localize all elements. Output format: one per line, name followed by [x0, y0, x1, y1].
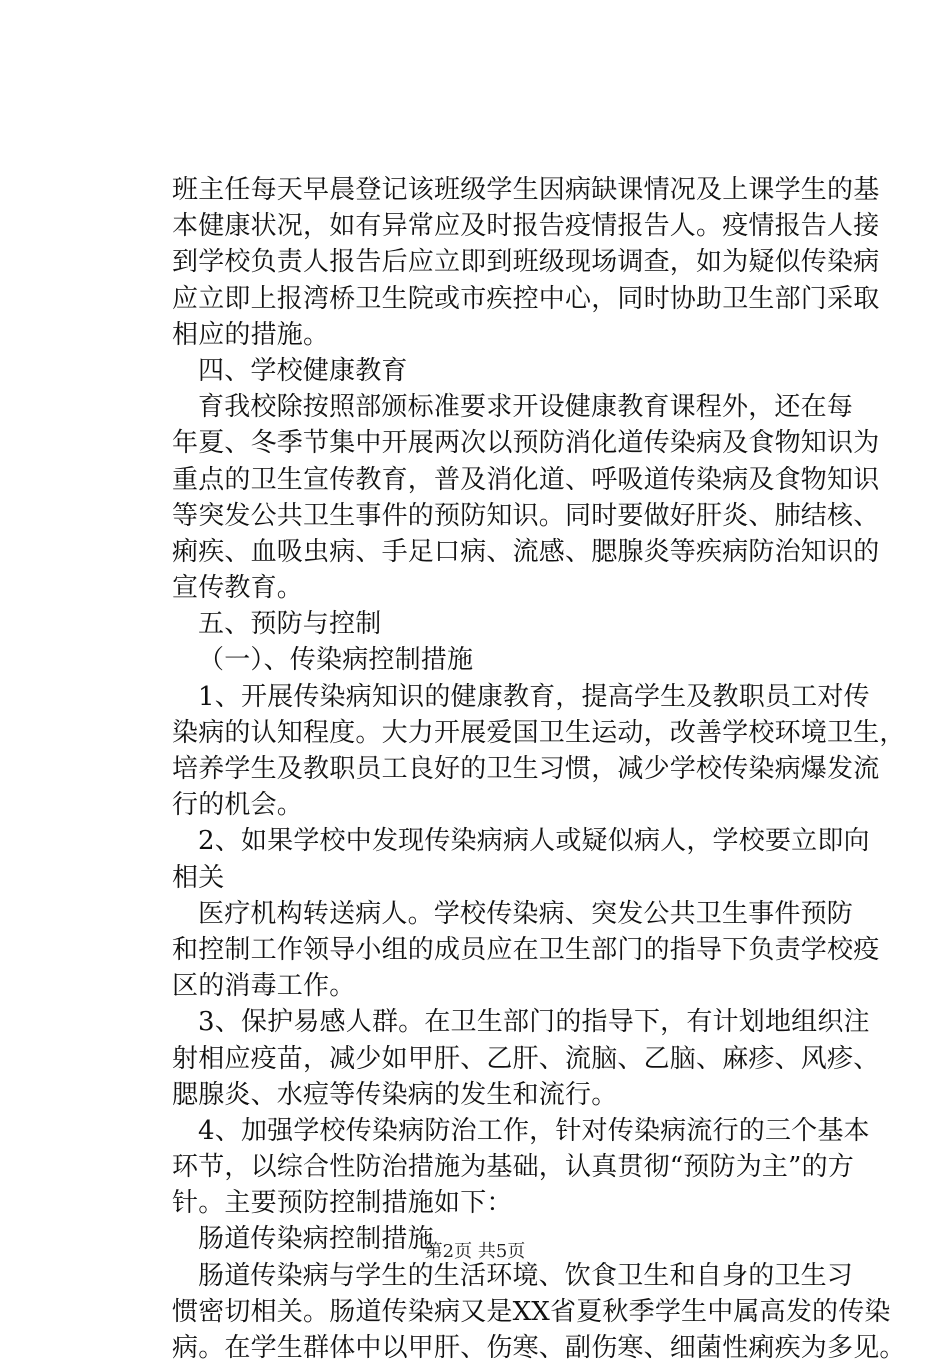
text-line: 本健康状况，如有异常应及时报告疫情报告人。疫情报告人接: [172, 211, 880, 242]
text-line: 4、加强学校传染病防治工作，针对传染病流行的三个基本: [198, 1115, 870, 1146]
text-line: 区的消毒工作。: [172, 971, 356, 1002]
text-line: 和控制工作领导小组的成员应在卫生部门的指导下负责学校疫: [172, 934, 880, 965]
text-line: 行的机会。: [172, 790, 304, 821]
text-line: 腮腺炎、水痘等传染病的发生和流行。: [172, 1079, 618, 1110]
text-line: 五、预防与控制: [198, 609, 382, 640]
text-line: 染病的认知程度。大力开展爱国卫生运动，改善学校环境卫生，: [172, 717, 906, 748]
text-line: 等突发公共卫生事件的预防知识。同时要做好肝炎、肺结核、: [172, 500, 880, 531]
text-line: 射相应疫苗，减少如甲肝、乙肝、流脑、乙脑、麻疹、风疹、: [172, 1043, 880, 1074]
text-line: 相应的措施。: [172, 319, 330, 350]
text-line: （一）、传染病控制措施: [198, 645, 474, 676]
text-line: 病。在学生群体中以甲肝、伤寒、副伤寒、细菌性痢疾为多见。: [172, 1333, 906, 1363]
text-line: 育我校除按照部颁标准要求开设健康教育课程外，还在每: [198, 392, 854, 423]
text-line: 应立即上报湾桥卫生院或市疾控中心，同时协助卫生部门采取: [172, 283, 880, 314]
text-line: 惯密切相关。肠道传染病又是XX省夏秋季学生中属高发的传染: [172, 1296, 891, 1327]
text-line: 班主任每天早晨登记该班级学生因病缺课情况及上课学生的基: [172, 175, 880, 205]
text-line: 相关: [172, 862, 225, 893]
text-line: 肠道传染病控制措施: [198, 1224, 434, 1255]
text-line: 年夏、冬季节集中开展两次以预防消化道传染病及食物知识为: [172, 428, 880, 459]
text-line: 2、如果学校中发现传染病病人或疑似病人，学校要立即向: [198, 826, 870, 857]
text-line: 针。主要预防控制措施如下：: [172, 1188, 513, 1219]
text-line: 3、保护易感人群。在卫生部门的指导下，有计划地组织注: [198, 1007, 870, 1038]
document-body: [172, 172, 906, 1366]
text-line: 四、学校健康教育: [198, 355, 408, 386]
text-line: 肠道传染病与学生的生活环境、饮食卫生和自身的卫生习: [198, 1260, 854, 1291]
text-line: 医疗机构转送病人。学校传染病、突发公共卫生事件预防: [198, 898, 854, 929]
text-line: 痢疾、血吸虫病、手足口病、流感、腮腺炎等疾病防治知识的: [172, 536, 880, 567]
text-line: 1、开展传染病知识的健康教育，提高学生及教职员工对传: [198, 681, 870, 712]
text-line: 重点的卫生宣传教育，普及消化道、呼吸道传染病及食物知识: [172, 464, 880, 495]
text-line: 培养学生及教职员工良好的卫生习惯，减少学校传染病爆发流: [172, 754, 880, 784]
text-line: 宣传教育。: [172, 573, 304, 604]
page-footer: 第2页 共5页: [424, 1241, 526, 1262]
text-line: 环节，以综合性防治措施为基础，认真贯彻“预防为主”的方: [172, 1152, 854, 1183]
text-line: 到学校负责人报告后应立即到班级现场调查，如为疑似传染病: [172, 247, 880, 278]
